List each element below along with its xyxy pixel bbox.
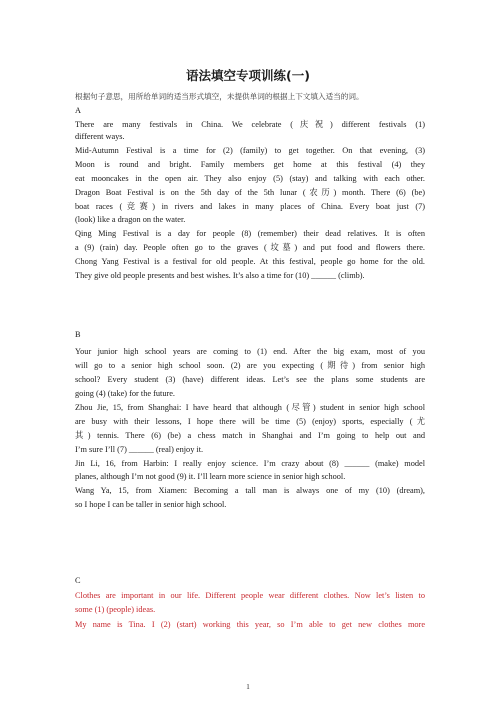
section-a-line: There are many festivals in China. We celebrate (庆祝) different festivals (1) (75, 120, 425, 129)
section-b-line: I’m sure I’ll (7) ______ (real) enjoy it. (75, 445, 204, 454)
section-a-line: different ways. (75, 132, 125, 141)
section-a-line: Moon is round and bright. Family members get home at this festival (4) they (75, 160, 425, 169)
section-b-line: are busy with their lessons, I hope there will be time (5) (enjoy) sports, especially (尤 (75, 417, 425, 426)
section-a-line: a (9) (rain) day. People often go to the graves (坟墓) and put food and flowers there. (75, 243, 425, 252)
section-b-line: planes, although I’m not good (9) it. I’ll learn more science in senior high school. (75, 472, 346, 481)
section-a-line: Qing Ming Festival is a day for people (8) (remember) their dead relatives. It is often (75, 229, 425, 238)
page-number: 1 (246, 683, 250, 691)
instruction-text: 根据句子意思，用所给单词的适当形式填空，未提供单词的根据上下文填入适当的词。 (75, 92, 364, 101)
section-a-line: Mid-Autumn Festival is a time for (2) (family) to get together. On that evening, (3) (75, 146, 425, 155)
section-b-line: Wang Ya, 15, from Xiamen: Becoming a tall man is always one of my (10) (dream), (75, 486, 425, 495)
section-a-line: Dragon Boat Festival is on the 5th day of the 5th lunar (农历) month. There (6) (be) (75, 188, 425, 197)
section-b-line: will go to a senior high school soon. (2) are you expecting (期待) from senior high (75, 361, 425, 370)
section-a-line: Chong Yang Festival is a festival for old people. At this festival, people go home for the old. (75, 257, 425, 266)
section-b-line: Your junior high school years are coming to (1) end. After the big exam, most of you (75, 347, 425, 356)
section-c-line: Clothes are important in our life. Different people wear different clothes. Now let’s listen to (75, 591, 425, 600)
section-a-line: They give old people presents and best wishes. It’s also a time for (10) ______ (climb). (75, 271, 365, 280)
section-b-line: Zhou Jie, 15, from Shanghai: I have heard that although (尽管) student in senior high school (75, 403, 425, 412)
section-c-label: C (75, 576, 81, 585)
section-a-line: eat mooncakes in the open air. They also enjoy (5) (stay) and talking with each other. (75, 174, 425, 183)
section-a-line: boat races (竞赛) in rivers and lakes in many places of China. Every boat just (7) (75, 202, 425, 211)
section-b-line: going (4) (take) for the future. (75, 389, 175, 398)
section-b-line: so I hope I can be taller in senior high school. (75, 500, 227, 509)
section-b-line: 其) tennis. There (6) (be) a chess match in Shanghai and I’m going to help out and (75, 431, 425, 440)
section-a-label: A (75, 106, 81, 115)
section-b-label: B (75, 330, 81, 339)
section-a-line: (look) like a dragon on the water. (75, 215, 186, 224)
section-c-line: My name is Tina. I (2) (start) working this year, so I’m able to get new clothes more (75, 620, 425, 629)
page-title: 语法填空专项训练(一) (186, 68, 310, 83)
section-c-line: some (1) (people) ideas. (75, 605, 156, 614)
section-b-line: Jin Li, 16, from Harbin: I really enjoy science. I’m crazy about (8) ______ (make) model (75, 459, 425, 468)
section-b-line: school? Every student (3) (have) different ideas. Let’s see the plans some students are (75, 375, 425, 384)
